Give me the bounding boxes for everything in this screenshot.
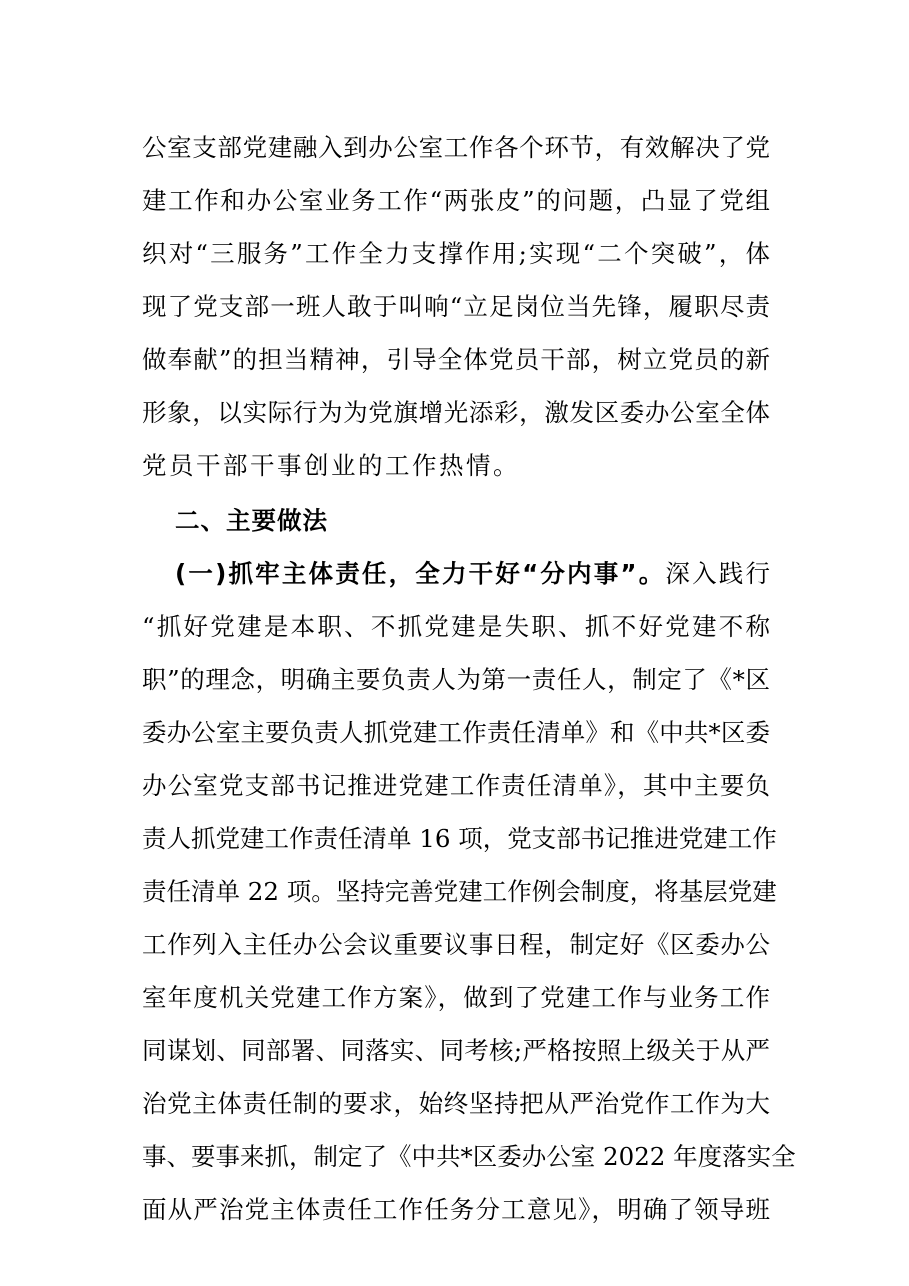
paragraph-line: 形象，以实际行为为党旗增光添彩，激发区委办公室全体 xyxy=(142,398,770,427)
paragraph-line: 织对“三服务”工作全力支撑作用;实现“二个突破”，体 xyxy=(142,239,770,268)
paragraph-line: 建工作和办公室业务工作“两张皮”的问题，凸显了党组 xyxy=(142,186,770,215)
paragraph-line: 党员干部干事创业的工作热情。 xyxy=(142,451,520,480)
paragraph-line: 治党主体责任制的要求，始终坚持把从严治党作工作为大 xyxy=(142,1089,770,1118)
subheading-line xyxy=(175,559,770,589)
section-heading: 二、主要做法 xyxy=(175,506,328,535)
subheading-tail: 深入践行 xyxy=(665,559,770,588)
paragraph-line: 公室支部党建融入到办公室工作各个环节，有效解决了党 xyxy=(142,133,770,162)
paragraph-line: 责人抓党建工作责任清单 16 项，党支部书记推进党建工作 xyxy=(142,824,777,853)
paragraph-line: 工作列入主任办公会议重要议事日程，制定好《区委办公 xyxy=(142,930,770,959)
paragraph-line: 室年度机关党建工作方案》，做到了党建工作与业务工作 xyxy=(142,983,770,1012)
paragraph-line: 同谋划、同部署、同落实、同考核;严格按照上级关于从严 xyxy=(142,1036,770,1065)
paragraph-line: 责任清单 22 项。坚持完善党建工作例会制度，将基层党建 xyxy=(142,877,777,906)
paragraph-line: 做奉献”的担当精神，引导全体党员干部，树立党员的新 xyxy=(142,345,770,374)
paragraph-line: 面从严治党主体责任工作任务分工意见》，明确了领导班 xyxy=(142,1195,770,1224)
paragraph-line: 现了党支部一班人敢于叫响“立足岗位当先锋，履职尽责 xyxy=(142,292,770,321)
paragraph-line: “抓好党建是本职、不抓党建是失职、抓不好党建不称 xyxy=(142,612,770,641)
paragraph-line: 职”的理念，明确主要负责人为第一责任人，制定了《*区 xyxy=(142,665,770,694)
paragraph-line: 事、要事来抓，制定了《中共*区委办公室 2022 年度落实全 xyxy=(142,1142,796,1171)
subheading: (一)抓牢主体责任，全力干好“分内事”。 xyxy=(175,559,666,588)
paragraph-line: 办公室党支部书记推进党建工作责任清单》，其中主要负 xyxy=(142,771,770,800)
paragraph-line: 委办公室主要负责人抓党建工作责任清单》和《中共*区委 xyxy=(142,718,770,747)
